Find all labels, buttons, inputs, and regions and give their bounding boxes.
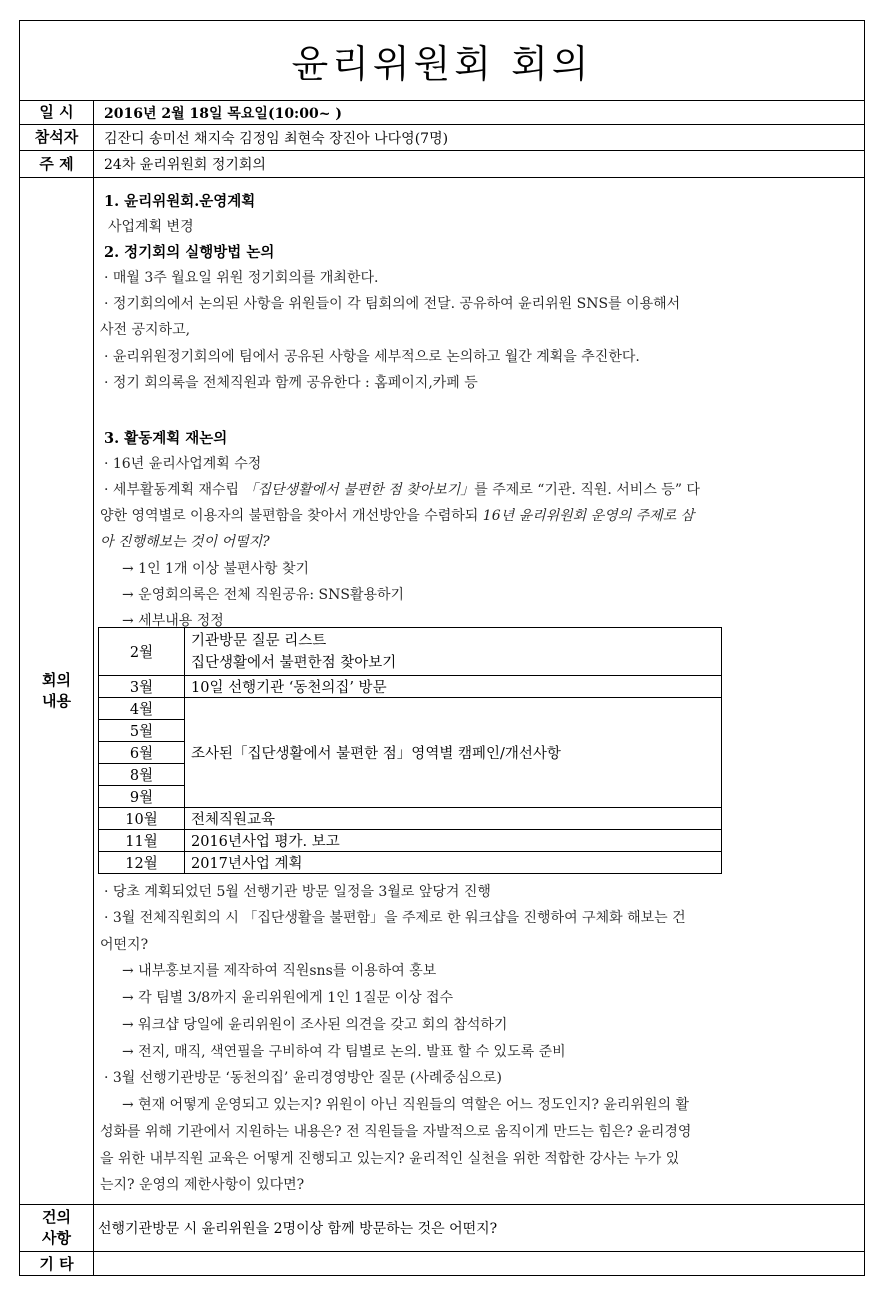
schedule-desc-line-1: 기관방문 질문 리스트 [191, 632, 327, 649]
section2-line-2: · 정기회의에서 논의된 사항을 위원들이 각 팀회의에 전달. 공유하여 윤리위원 SNS를 이용해서 [104, 296, 681, 312]
schedule-month: 9월 [99, 786, 185, 808]
suggestion-value: 선행기관방문 시 윤리위원을 2명이상 함께 방문하는 것은 어떤지? [98, 1221, 498, 1237]
section3-line-4: 아 진행해보는 것이 어떨지? [100, 534, 270, 550]
date-label: 일 시 [20, 101, 94, 124]
schedule-desc [185, 628, 722, 676]
schedule-desc: 2017년사업 계획 [185, 852, 722, 874]
section1-heading: 1. 윤리위원회.운영계획 [104, 193, 256, 210]
schedule-month: 12월 [99, 852, 185, 874]
note-1: · 당초 계획되었던 5월 선행기관 방문 일정을 3월로 앞당겨 진행 [104, 884, 491, 900]
section2-line-4: · 윤리위원정기회의에 팀에서 공유된 사항을 세부적으로 논의하고 월간 계획을 추진한다. [104, 349, 640, 365]
section2-line-3: 사전 공지하고, [100, 322, 191, 338]
schedule-month: 6월 [99, 742, 185, 764]
note-9: → 현재 어떻게 운영되고 있는지? 위원이 아닌 직원들의 역할은 어느 정도인지? 윤리위원의 활 [122, 1097, 690, 1113]
note-5: → 각 팀별 3/8까지 윤리위원에게 1인 1질문 이상 접수 [122, 990, 454, 1006]
etc-row [20, 1252, 864, 1276]
suggestion-label: 건의 사항 [20, 1205, 94, 1251]
note-11: 을 위한 내부직원 교육은 어떻게 진행되고 있는지? 윤리적인 실천을 위한 적합한 강사는 누가 있 [100, 1151, 680, 1167]
attendees-label: 참석자 [20, 125, 94, 150]
schedule-desc: 10일 선행기관 ‘동천의집’ 방문 [185, 676, 722, 698]
note-8: · 3월 선행기관방문 ‘동천의집’ 윤리경영방안 질문 (사례중심으로) [104, 1070, 502, 1086]
table-row [99, 698, 722, 720]
schedule-desc-line-2: 집단생활에서 불편한점 찾아보기 [191, 654, 397, 671]
section3-line-2-a: · 세부활동계획 재수립 [104, 482, 244, 498]
section3-line-2 [104, 479, 700, 499]
note-2: · 3월 전체직원회의 시 「집단생활을 불편함」을 주제로 한 워크샵을 진행하여 구체화 해보는 건 [104, 910, 686, 926]
schedule-month: 2월 [99, 628, 185, 676]
date-value: 2016년 2월 18일 목요일(10:00~ ) [104, 105, 342, 122]
note-3: 어떤지? [100, 937, 149, 953]
section3-line-1: · 16년 윤리사업계획 수정 [104, 456, 262, 472]
section3-arrow-2: → 운영회의록은 전체 직원공유: SNS활용하기 [122, 587, 405, 603]
topic-value: 24차 윤리위원회 정기회의 [104, 157, 266, 173]
topic-label: 주 제 [20, 151, 94, 177]
section3-line-3 [100, 505, 694, 525]
note-10: 성화를 위해 기관에서 지원하는 내용은? 전 직원들을 자발적으로 움직이게 만드는 힘은? 윤리경영 [100, 1124, 692, 1140]
content-label: 회의 내용 [20, 178, 94, 1204]
schedule-table [98, 627, 722, 874]
date-row [20, 101, 864, 125]
section3-line-3-italic: 16년 윤리위원회 운영의 주제로 삼 [482, 508, 695, 524]
section3-heading: 3. 활동계획 재논의 [104, 430, 228, 447]
section3-arrow-3: → 세부내용 정정 [122, 613, 224, 629]
section3-line-2-c: 를 주제로 “기관. 직원. 서비스 등” 다 [474, 482, 700, 498]
section2-heading: 2. 정기회의 실행방법 논의 [104, 244, 275, 261]
schedule-month: 4월 [99, 698, 185, 720]
section3-arrow-1: → 1인 1개 이상 불편사항 찾기 [122, 561, 310, 577]
note-6: → 워크샵 당일에 윤리위원이 조사된 의견을 갖고 회의 참석하기 [122, 1017, 508, 1033]
etc-label: 기 타 [20, 1252, 94, 1276]
section1-line: 사업계획 변경 [108, 219, 194, 235]
section2-line-1: · 매월 3주 월요일 위원 정기회의를 개최한다. [104, 270, 379, 286]
attendees-value: 김잔디 송미선 채지숙 김정임 최현숙 장진아 나다영(7명) [104, 130, 449, 147]
schedule-month: 11월 [99, 830, 185, 852]
suggestion-row [20, 1205, 864, 1252]
table-row [99, 852, 722, 874]
table-row [99, 830, 722, 852]
schedule-month: 5월 [99, 720, 185, 742]
section2-line-5: · 정기 회의록을 전체직원과 함께 공유한다 : 홈페이지,카페 등 [104, 375, 478, 391]
section3-line-3-a: 양한 영역별로 이용자의 불편함을 찾아서 개선방안을 수렴하되 [100, 508, 483, 524]
schedule-month: 3월 [99, 676, 185, 698]
schedule-desc: 2016년사업 평가. 보고 [185, 830, 722, 852]
table-row [99, 808, 722, 830]
attendees-row [20, 125, 864, 151]
schedule-desc: 전체직원교육 [185, 808, 722, 830]
document-title: 윤리위원회 회의 [20, 21, 864, 101]
topic-row [20, 151, 864, 178]
table-row [99, 628, 722, 676]
table-row [99, 676, 722, 698]
schedule-desc: 조사된「집단생활에서 불편한 점」영역별 캠페인/개선사항 [185, 698, 722, 808]
section3-line-2-italic: 「집단생활에서 불편한 점 찾아보기」 [243, 482, 475, 498]
schedule-month: 8월 [99, 764, 185, 786]
schedule-month: 10월 [99, 808, 185, 830]
note-7: → 전지, 매직, 색연필을 구비하여 각 팀별로 논의. 발표 할 수 있도록 준비 [122, 1044, 566, 1060]
note-4: → 내부홍보지를 제작하여 직원sns를 이용하여 홍보 [122, 963, 437, 979]
note-12: 는지? 운영의 제한사항이 있다면? [100, 1177, 305, 1193]
